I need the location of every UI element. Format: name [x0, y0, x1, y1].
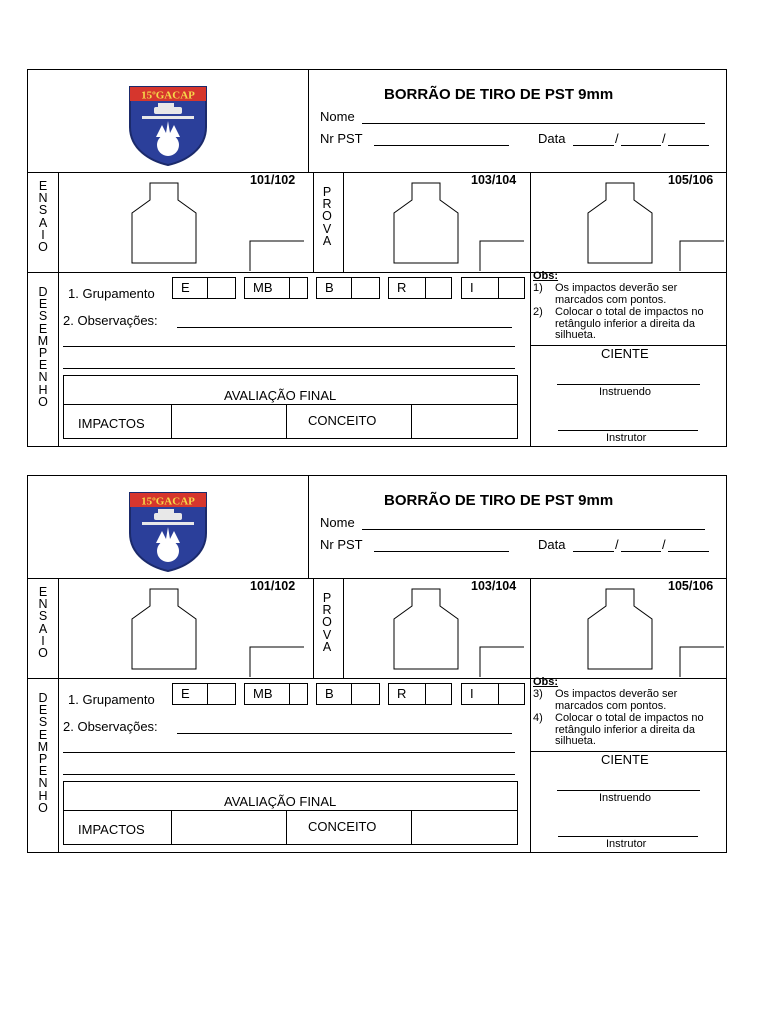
desempenho-label-letter: E: [38, 764, 48, 779]
grade-box-i[interactable]: I: [461, 683, 525, 705]
impactos-label: IMPACTOS: [78, 822, 145, 837]
silhouette-target-3: [588, 589, 652, 669]
desempenho-label-letter: N: [38, 370, 48, 385]
grade-box-b[interactable]: B: [316, 277, 380, 299]
desempenho-label-letter: N: [38, 776, 48, 791]
conceito-input[interactable]: [412, 811, 516, 844]
desempenho-label: [36, 286, 50, 408]
ensaio-label-letter: S: [38, 203, 48, 218]
prova-label-letter: V: [322, 221, 332, 236]
grade-box-r[interactable]: R: [388, 277, 452, 299]
date-slash: /: [662, 537, 666, 552]
desempenho-label-letter: E: [38, 727, 48, 742]
avaliacao-final-label: AVALIAÇÃO FINAL: [224, 794, 337, 809]
date-slash: /: [662, 131, 666, 146]
borrao-form-1: 15ºGACAP BORRÃO DE TIRO DE PST 9mm Nome Nr PST Data / / E N S A I O P R O V A 101/102 103/104 105/106 D E S E M P E N H O 1. Grupamento E MB B R I 2. Observações: AVALIAÇÃO FINAL IMPACTOS CONCEITO Obs: 1) Os impactos deverão ser marcados com pontos. 2) Colocar o total de impactos no retângulo inferior a direita da silhueta. CIENTE Instruendo Instrutor: [27, 69, 727, 447]
prova-label-letter: O: [322, 209, 332, 224]
prova-label-letter: A: [322, 639, 332, 654]
grade-box-e[interactable]: E: [172, 683, 236, 705]
prova-label-letter: O: [322, 615, 332, 630]
observacoes-line-3[interactable]: [63, 774, 515, 775]
ciente-label: CIENTE: [601, 752, 649, 767]
grade-box-mb[interactable]: MB: [244, 277, 308, 299]
impactos-label: IMPACTOS: [78, 416, 145, 431]
nr-pst-label: Nr PST: [320, 537, 363, 552]
ensaio-label-letter: N: [38, 597, 48, 612]
avaliacao-final-label: AVALIAÇÃO FINAL: [224, 388, 337, 403]
desempenho-label-letter: M: [37, 739, 49, 754]
impact-total-box-1: [250, 647, 304, 677]
impact-total-box-2: [480, 241, 524, 271]
desempenho-label-letter: E: [38, 358, 48, 373]
desempenho-label-letter: H: [38, 382, 48, 397]
silhouette-target-3: [588, 183, 652, 263]
impact-total-box-3: [680, 241, 724, 271]
silhouette-target-2: [394, 589, 458, 669]
desempenho-label: [36, 692, 50, 814]
conceito-input[interactable]: [412, 405, 516, 438]
observacoes-line-2[interactable]: [63, 346, 515, 347]
grade-box-r[interactable]: R: [388, 683, 452, 705]
ensaio-label-letter: N: [38, 191, 48, 206]
grade-box-e[interactable]: E: [172, 277, 236, 299]
impactos-input[interactable]: [172, 811, 286, 844]
instruendo-label: Instruendo: [599, 792, 651, 804]
prova-label-letter: R: [322, 603, 332, 618]
target-label-101-102: 101/102: [250, 579, 296, 593]
nome-label: Nome: [320, 109, 355, 124]
instrutor-label: Instrutor: [606, 838, 647, 850]
ensaio-label-letter: S: [38, 609, 48, 624]
date-slash: /: [615, 537, 619, 552]
impact-total-box-1: [250, 241, 304, 271]
impactos-input[interactable]: [172, 405, 286, 438]
ensaio-label-letter: I: [41, 227, 45, 242]
desempenho-label-letter: O: [38, 394, 48, 409]
instrutor-signature-line[interactable]: [558, 430, 698, 431]
prova-label-letter: R: [322, 197, 332, 212]
desempenho-label-letter: S: [38, 715, 48, 730]
ensaio-label-letter: O: [38, 646, 48, 661]
observacoes-line-1[interactable]: [177, 733, 512, 734]
desempenho-label-letter: E: [38, 297, 48, 312]
grupamento-label: 1. Grupamento: [68, 692, 155, 707]
observacoes-line-2[interactable]: [63, 752, 515, 753]
prova-label-letter: P: [322, 185, 332, 199]
avaliacao-final-box: [63, 375, 518, 439]
impact-total-box-3: [680, 647, 724, 677]
borrao-form-2: 15ºGACAP BORRÃO DE TIRO DE PST 9mm Nome Nr PST Data / / E N S A I O P R O V A 101/102 103/104 105/106 D E S E M P E N H O 1. Grupamento E MB B R I 2. Observações: AVALIAÇÃO FINAL IMPACTOS CONCEITO Obs: 3) Os impactos deverão ser marcados com pontos. 4) Colocar o total de impactos no retângulo inferior a direita da silhueta. CIENTE Instruendo Instrutor: [27, 475, 727, 853]
target-label-105-106: 105/106: [668, 579, 714, 593]
instrutor-label: Instrutor: [606, 432, 647, 444]
date-slash: /: [615, 131, 619, 146]
observacoes-line-1[interactable]: [177, 327, 512, 328]
grupamento-label: 1. Grupamento: [68, 286, 155, 301]
instruendo-label: Instruendo: [599, 386, 651, 398]
conceito-label: CONCEITO: [308, 819, 377, 834]
crest-text: 15ºGACAP: [141, 89, 195, 102]
desempenho-label-letter: S: [38, 309, 48, 324]
silhouette-target-1: [132, 589, 196, 669]
observacoes-line-3[interactable]: [63, 368, 515, 369]
desempenho-label-letter: D: [38, 285, 48, 299]
nr-pst-label: Nr PST: [320, 131, 363, 146]
desempenho-label-letter: D: [38, 691, 48, 705]
grade-box-mb[interactable]: MB: [244, 683, 308, 705]
obs-label: Obs:: [533, 676, 559, 688]
ensaio-label-letter: A: [38, 215, 48, 230]
data-label: Data: [538, 537, 566, 552]
target-label-103-104: 103/104: [471, 579, 517, 593]
ensaio-label-letter: A: [38, 621, 48, 636]
ensaio-label-letter: O: [38, 240, 48, 255]
ciente-label: CIENTE: [601, 346, 649, 361]
ensaio-label-letter: E: [38, 179, 48, 193]
avaliacao-final-box: [63, 781, 518, 845]
ensaio-label-letter: E: [38, 585, 48, 599]
prova-label-letter: P: [322, 591, 332, 605]
desempenho-label-letter: M: [37, 333, 49, 348]
conceito-label: CONCEITO: [308, 413, 377, 428]
nome-label: Nome: [320, 515, 355, 530]
form-title: BORRÃO DE TIRO DE PST 9mm: [384, 86, 614, 103]
target-label-103-104: 103/104: [471, 173, 517, 187]
grade-box-i[interactable]: I: [461, 277, 525, 299]
silhouette-target-1: [132, 183, 196, 263]
observacoes-label: 2. Observações:: [63, 719, 158, 734]
target-label-101-102: 101/102: [250, 173, 296, 187]
data-label: Data: [538, 131, 566, 146]
desempenho-label-letter: E: [38, 321, 48, 336]
instrutor-signature-line[interactable]: [558, 836, 698, 837]
desempenho-label-letter: O: [38, 800, 48, 815]
instruendo-signature-line[interactable]: [557, 384, 700, 385]
desempenho-label-letter: P: [38, 752, 48, 767]
impact-total-box-2: [480, 647, 524, 677]
desempenho-label-letter: H: [38, 788, 48, 803]
prova-label-letter: V: [322, 627, 332, 642]
desempenho-label-letter: E: [38, 703, 48, 718]
grade-box-b[interactable]: B: [316, 683, 380, 705]
observacoes-label: 2. Observações:: [63, 313, 158, 328]
silhouette-target-2: [394, 183, 458, 263]
target-label-105-106: 105/106: [668, 173, 714, 187]
instruendo-signature-line[interactable]: [557, 790, 700, 791]
prova-label-letter: A: [322, 233, 332, 248]
crest-text: 15ºGACAP: [141, 495, 195, 508]
form-title: BORRÃO DE TIRO DE PST 9mm: [384, 492, 614, 509]
ensaio-label-letter: I: [41, 633, 45, 648]
obs-label: Obs:: [533, 270, 559, 282]
desempenho-label-letter: P: [38, 346, 48, 361]
